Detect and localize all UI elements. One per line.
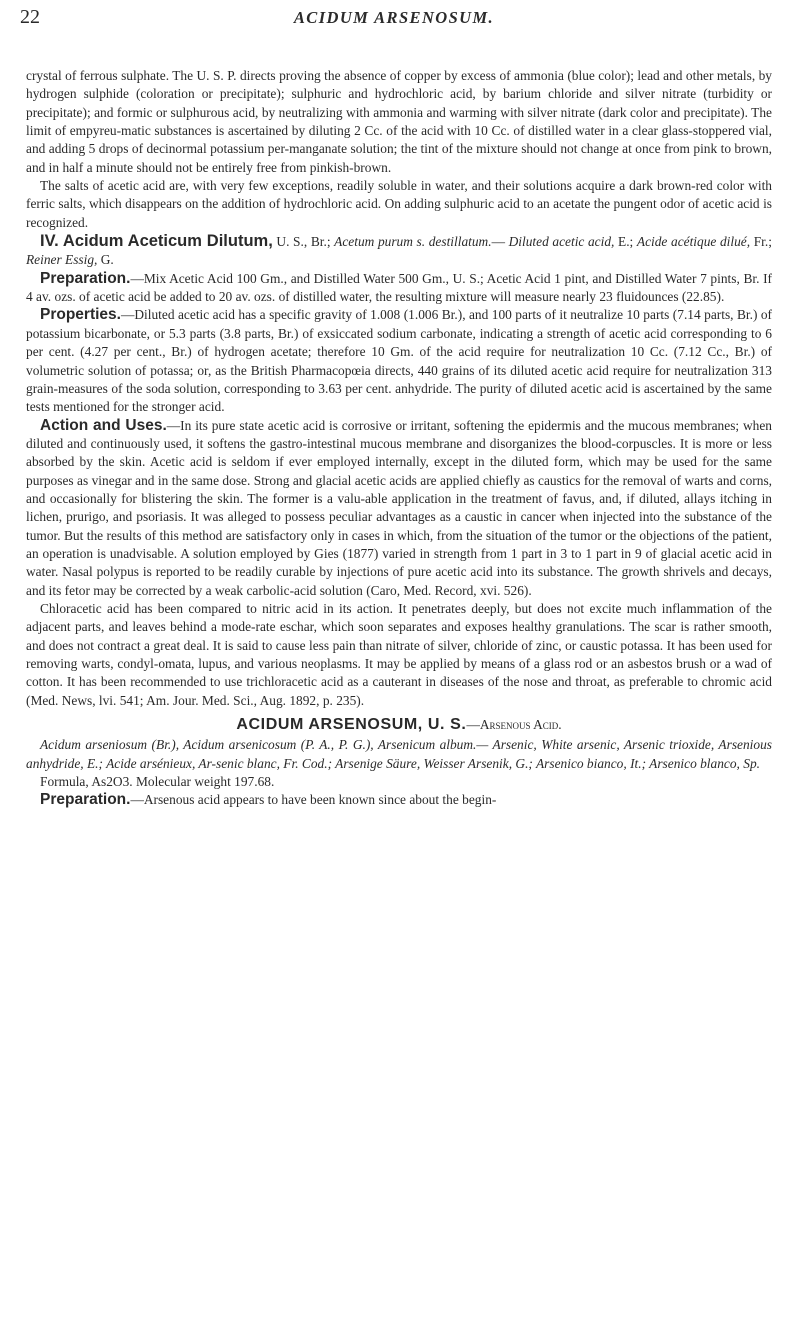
section-title (26, 716, 772, 734)
synonym-lang-fr: Fr.; (750, 234, 772, 250)
running-head (18, 6, 770, 36)
synonym-latin: Acetum purum s. destillatum. (334, 234, 492, 250)
paragraph-preparation (26, 270, 772, 307)
paragraph-action-uses (26, 417, 772, 600)
body-text (26, 67, 772, 810)
section-title-main: ACIDUM ARSENOSUM, U. S. (236, 716, 467, 734)
synonym-english: Diluted acetic acid, (508, 234, 615, 250)
entry-acidum-aceticum-dilutum (26, 232, 772, 270)
action-uses-heading: Action and Uses. (40, 416, 167, 434)
synonym-lang-g: G. (97, 252, 114, 268)
paragraph-formula: Formula, As2O3. Molecular weight 197.68. (40, 774, 275, 790)
properties-heading: Properties. (40, 306, 121, 324)
entry-heading: IV. Acidum Aceticum Dilutum, (40, 232, 273, 251)
synonym-separator: — (491, 234, 509, 250)
preparation-arsenous-heading: Preparation. (40, 791, 131, 809)
preparation-heading: Preparation. (40, 269, 131, 287)
paragraph-synonyms: Acidum arseniosum (Br.), Acidum arsenicosum (P. A., P. G.), Arsenicum album.— Arsenic, White arsenic, Arsenic trioxide, Arsenious anhydride, E.; Acide arsénieux, Ar-senic blanc, Fr. Cod.; Arsenige Säure, Weisser Arsenik, G.; Arsenico bianco, It.; Arsenico blanco, Sp. (26, 737, 772, 771)
section-title-sub: —Arsenous Acid. (466, 717, 562, 733)
preparation-arsenous-text: —Arsenous acid appears to have been known since about the begin- (130, 792, 497, 808)
paragraph-salts: The salts of acetic acid are, with very few exceptions, readily soluble in water, and their solutions acquire a dark brown-red color with ferric salts, which disappears on the addition of hydrochloric acid. On adding sulphuric acid to an acetate the pungent odor of acetic acid is recognized. (26, 178, 772, 230)
preparation-text: —Mix Acetic Acid 100 Gm., and Distilled Water 500 Gm., U. S.; Acetic Acid 1 pint, and Distilled Water 7 pints, Br. If 4 av. ozs. of acetic acid be added to 20 av. ozs. of distilled water, the resulting mixture will measure nearly 23 fluidounces (22.85). (26, 270, 772, 305)
entry-pharmacopoeias: U. S., Br.; (272, 234, 335, 250)
page-number: 22 (20, 6, 40, 28)
action-uses-text: —In its pure state acetic acid is corrosive or irritant, softening the epidermis and the mucous membranes; when diluted and continuously used, it softens the gastro-intestinal mucous membrane and disorganizes the blood-corpuscles. It is more or less absorbed by the skin. Acetic acid is seldom if ever employed internally, except in the diluted form, which may be used for the same purposes as vinegar and in the same dose. Strong and glacial acetic acids are applied chiefly as caustics for the removal of warts and corns, and occasionally for blistering the skin. The former is a valu-able application in the treatment of favus, and, if diluted, allays itching in lichen, prurigo, and psoriasis. It was alleged to possess peculiar advantages as a caustic in cancer when injected into the substance of the tumor. But the results of this method are satisfactory only in cases in which, from the situation of the tumor or the objections of the patient, an operation is unadvisable. A solution employed by Gies (1877) varied in strength from 1 part in 3 to 1 part in 9 of glacial acetic acid in water. Nasal polypus is reported to be readily curable by injections of pure acetic acid into its substance. The growth shrivels and decays, and its fetor may be corrected by a weak carbolic-acid solution (Caro, Med. Record, xvi. 526). (26, 417, 772, 598)
paragraph-chloracetic: Chloracetic acid has been compared to nitric acid in its action. It penetrates deeply, but does not excite much inflammation of the adjacent parts, and leaves behind a mode-rate eschar, which soon separates and exposes healthy granulations. The scar is rather smooth, and does not contract a great deal. It is said to cause less pain than nitrate of silver, chloride of zinc, or caustic potassa. It has been used for removing warts, condyl-omata, lupus, and various neoplasms. It may be applied by means of a glass rod or an asbestos brush or a wad of cotton. It has been recommended to use trichloracetic acid as a cauterant in diseases of the nose and throat, as preferable to chromic acid (Med. News, lvi. 541; Am. Jour. Med. Sci., Aug. 1892, p. 235). (26, 600, 772, 708)
synonym-german: Reiner Essig, (26, 252, 98, 268)
paragraph-preparation-arsenous (26, 791, 772, 809)
paragraph-properties (26, 306, 772, 416)
paragraph-ferrous: crystal of ferrous sulphate. The U. S. P. directs proving the absence of copper by excess of ammonia (blue color); lead and other metals, by hydrogen sulphide (coloration or precipitate); sulphuric and hydrochloric acid, by barium chloride and silver nitrate (turbidity or precipitate); and formic or sulphurous acid, by neutralizing with ammonia and warming with silver nitrate (dark color and precipitate). The limit of empyreu-matic substances is ascertained by diluting 2 Cc. of the acid with 10 Cc. of distilled water in a clear glass-stoppered vial, and adding 5 drops of decinormal potassium per-manganate solution; the tint of the mixture should not change at once from pink to brown, and in half a minute should not be entirely free from pinkish-brown. (26, 68, 772, 175)
running-title: ACIDUM ARSENOSUM. (293, 8, 495, 27)
properties-text: —Diluted acetic acid has a specific gravity of 1.008 (1.006 Br.), and 100 parts of it neutralize 10 parts (7.14 parts, Br.) of potassium bicarbonate, or 5.3 parts (3.8 parts, Br.) of exsiccated sodium carbonate, indicating a strength of acetic acid corresponding to 6 per cent. (4.27 per cent., Br.) of hydrogen acetate; therefore 10 Gm. of the acid require for neutralization 10 Cc. (7.12 Cc., Br.) of volumetric solution of potassa; or, as the British Pharmacopœia directs, 440 grains of its diluted acetic acid require for neutralization 313 grain-measures of the soda solution, corresponding to 3.63 per cent. anhydride. The purity of diluted acetic acid is ascertained by the same tests mentioned for the stronger acid. (26, 307, 772, 415)
synonym-french: Acide acétique dilué, (636, 234, 751, 250)
synonym-lang-e: E.; (614, 234, 637, 250)
